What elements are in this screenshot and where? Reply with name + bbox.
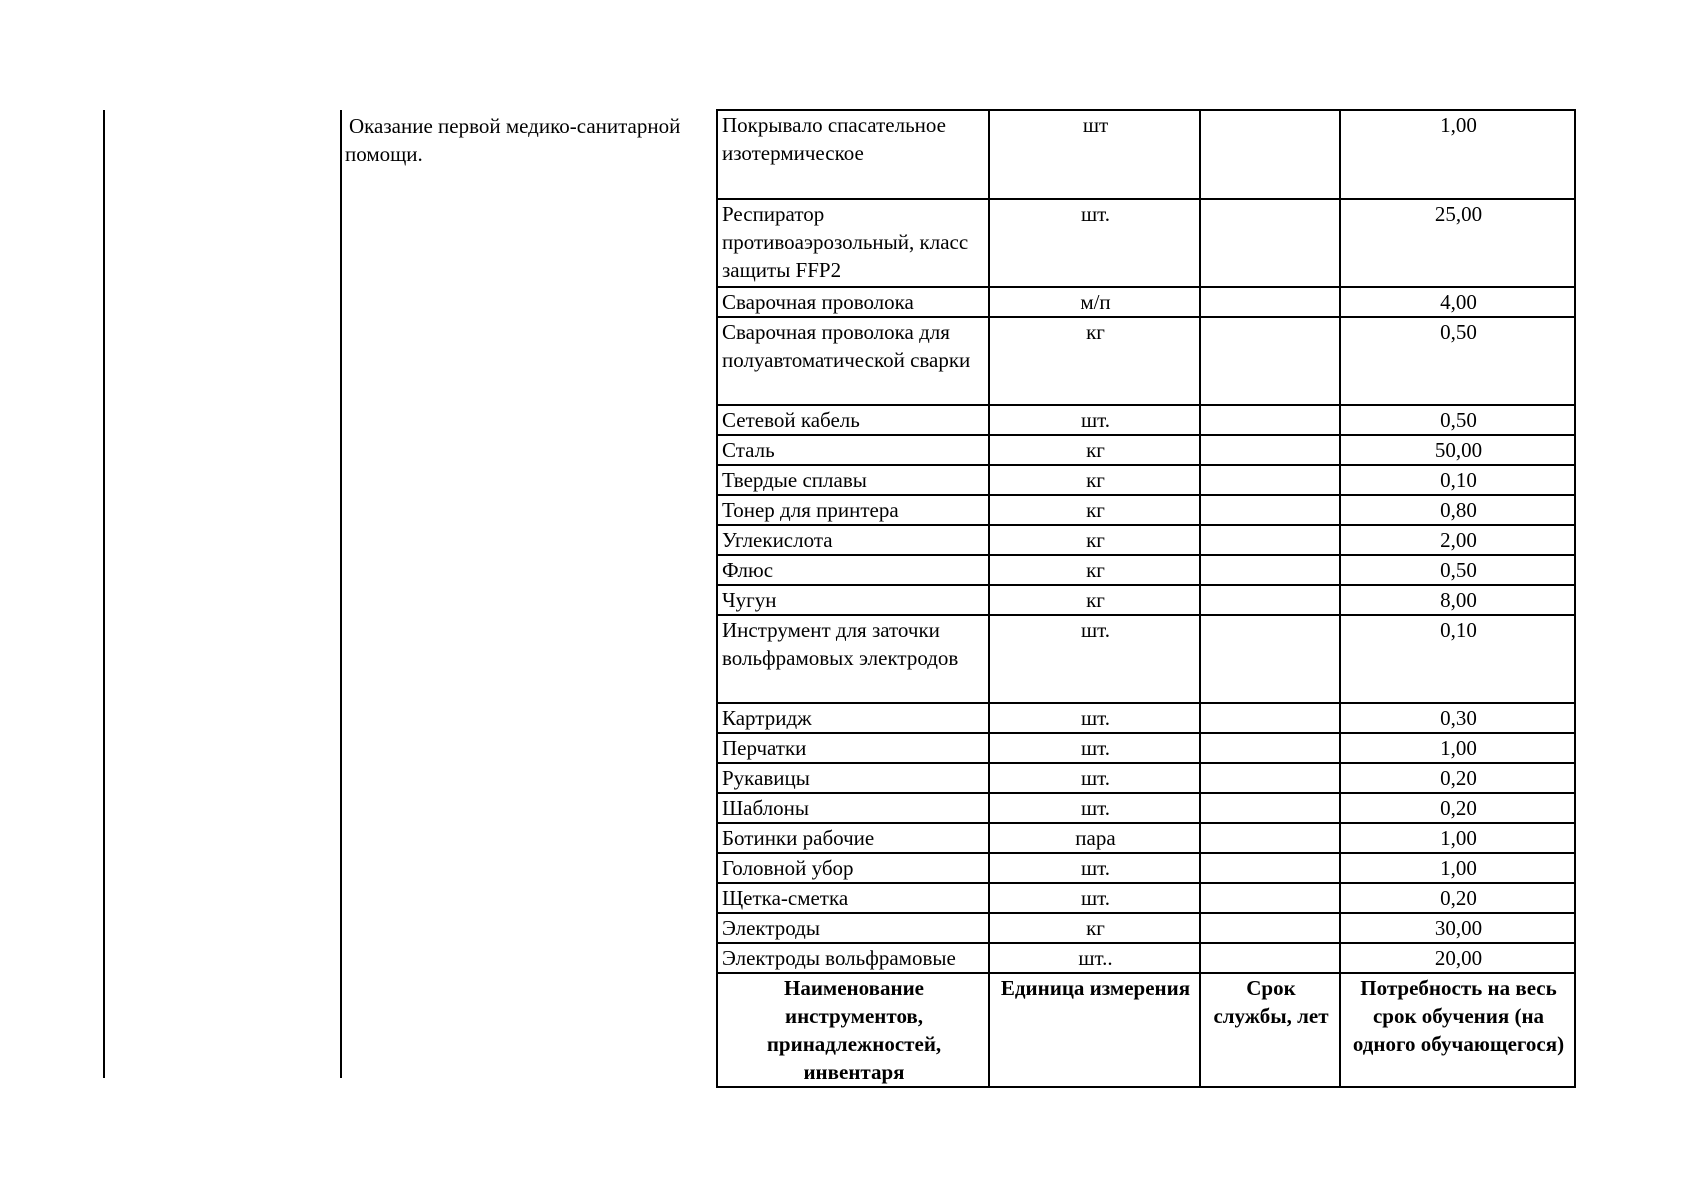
item-life [1200, 823, 1340, 853]
table-row [717, 405, 1575, 435]
item-qty: 1,00 [1340, 110, 1575, 199]
item-unit: кг [989, 525, 1200, 555]
item-name: Головной убор [717, 853, 989, 883]
item-life [1200, 287, 1340, 317]
table-row [717, 317, 1575, 405]
item-life [1200, 913, 1340, 943]
item-unit: пара [989, 823, 1200, 853]
table-row [717, 913, 1575, 943]
item-qty: 20,00 [1340, 943, 1575, 973]
item-unit: кг [989, 465, 1200, 495]
item-life [1200, 110, 1340, 199]
item-name: Шаблоны [717, 793, 989, 823]
item-life [1200, 763, 1340, 793]
item-qty: 0,50 [1340, 555, 1575, 585]
item-qty: 25,00 [1340, 199, 1575, 287]
item-unit: шт. [989, 733, 1200, 763]
item-unit: шт. [989, 703, 1200, 733]
item-qty: 0,30 [1340, 703, 1575, 733]
item-life [1200, 615, 1340, 703]
table-row [717, 495, 1575, 525]
table-row [717, 585, 1575, 615]
item-name: Электроды [717, 913, 989, 943]
table-row [717, 435, 1575, 465]
item-qty: 1,00 [1340, 823, 1575, 853]
item-life [1200, 793, 1340, 823]
item-qty: 0,10 [1340, 615, 1575, 703]
item-qty: 30,00 [1340, 913, 1575, 943]
item-life [1200, 943, 1340, 973]
item-qty: 0,50 [1340, 317, 1575, 405]
item-name: Тонер для принтера [717, 495, 989, 525]
materials-table [716, 109, 1576, 1088]
table-row [717, 853, 1575, 883]
table-row [717, 703, 1575, 733]
item-unit: шт. [989, 793, 1200, 823]
item-unit: шт. [989, 763, 1200, 793]
header-life: Срок службы, лет [1200, 973, 1340, 1087]
item-qty: 0,10 [1340, 465, 1575, 495]
section-border-line [340, 110, 342, 1078]
item-life [1200, 199, 1340, 287]
table-row [717, 110, 1575, 199]
item-unit: шт. [989, 853, 1200, 883]
item-name: Электроды вольфрамовые [717, 943, 989, 973]
table-row [717, 555, 1575, 585]
item-qty: 1,00 [1340, 853, 1575, 883]
item-life [1200, 495, 1340, 525]
item-qty: 4,00 [1340, 287, 1575, 317]
table-header-row [717, 973, 1575, 1087]
item-life [1200, 733, 1340, 763]
item-life [1200, 405, 1340, 435]
header-name: Наименование инструментов, принадлежностей, инвентаря [717, 973, 989, 1087]
item-qty: 0,20 [1340, 763, 1575, 793]
item-qty: 0,80 [1340, 495, 1575, 525]
item-life [1200, 703, 1340, 733]
item-qty: 0,20 [1340, 793, 1575, 823]
table-row [717, 793, 1575, 823]
item-unit: шт. [989, 883, 1200, 913]
item-qty: 0,50 [1340, 405, 1575, 435]
item-qty: 1,00 [1340, 733, 1575, 763]
item-life [1200, 555, 1340, 585]
item-unit: кг [989, 317, 1200, 405]
item-life [1200, 435, 1340, 465]
item-life [1200, 883, 1340, 913]
item-unit: кг [989, 495, 1200, 525]
item-name: Сварочная проволока [717, 287, 989, 317]
item-name: Респиратор противоаэрозольный, класс защиты FFP2 [717, 199, 989, 287]
item-life [1200, 853, 1340, 883]
table-row [717, 763, 1575, 793]
item-name: Углекислота [717, 525, 989, 555]
item-name: Инструмент для заточки вольфрамовых электродов [717, 615, 989, 703]
item-unit: шт.. [989, 943, 1200, 973]
item-unit: шт [989, 110, 1200, 199]
item-unit: кг [989, 585, 1200, 615]
item-unit: м/п [989, 287, 1200, 317]
item-life [1200, 585, 1340, 615]
item-name: Сетевой кабель [717, 405, 989, 435]
item-name: Щетка-сметка [717, 883, 989, 913]
table-row [717, 733, 1575, 763]
item-unit: кг [989, 913, 1200, 943]
table-row [717, 615, 1575, 703]
item-unit: кг [989, 555, 1200, 585]
item-name: Покрывало спасательное изотермическое [717, 110, 989, 199]
item-qty: 8,00 [1340, 585, 1575, 615]
table-row [717, 287, 1575, 317]
item-name: Сварочная проволока для полуавтоматической сварки [717, 317, 989, 405]
left-border-line [103, 110, 105, 1078]
table-row [717, 823, 1575, 853]
item-unit: шт. [989, 199, 1200, 287]
table-row [717, 199, 1575, 287]
item-name: Твердые сплавы [717, 465, 989, 495]
item-unit: шт. [989, 405, 1200, 435]
item-qty: 2,00 [1340, 525, 1575, 555]
item-unit: шт. [989, 615, 1200, 703]
item-name: Перчатки [717, 733, 989, 763]
item-name: Сталь [717, 435, 989, 465]
header-unit: Единица измерения [989, 973, 1200, 1087]
item-life [1200, 465, 1340, 495]
header-qty: Потребность на весь срок обучения (на одного обучающегося) [1340, 973, 1575, 1087]
item-name: Картридж [717, 703, 989, 733]
item-name: Чугун [717, 585, 989, 615]
table-row [717, 465, 1575, 495]
table-row [717, 943, 1575, 973]
item-qty: 50,00 [1340, 435, 1575, 465]
table-row [717, 525, 1575, 555]
item-qty: 0,20 [1340, 883, 1575, 913]
item-name: Флюс [717, 555, 989, 585]
table-row [717, 883, 1575, 913]
item-name: Рукавицы [717, 763, 989, 793]
item-name: Ботинки рабочие [717, 823, 989, 853]
section-title: Оказание первой медико-санитарной помощи. [345, 114, 681, 166]
item-life [1200, 317, 1340, 405]
item-unit: кг [989, 435, 1200, 465]
item-life [1200, 525, 1340, 555]
